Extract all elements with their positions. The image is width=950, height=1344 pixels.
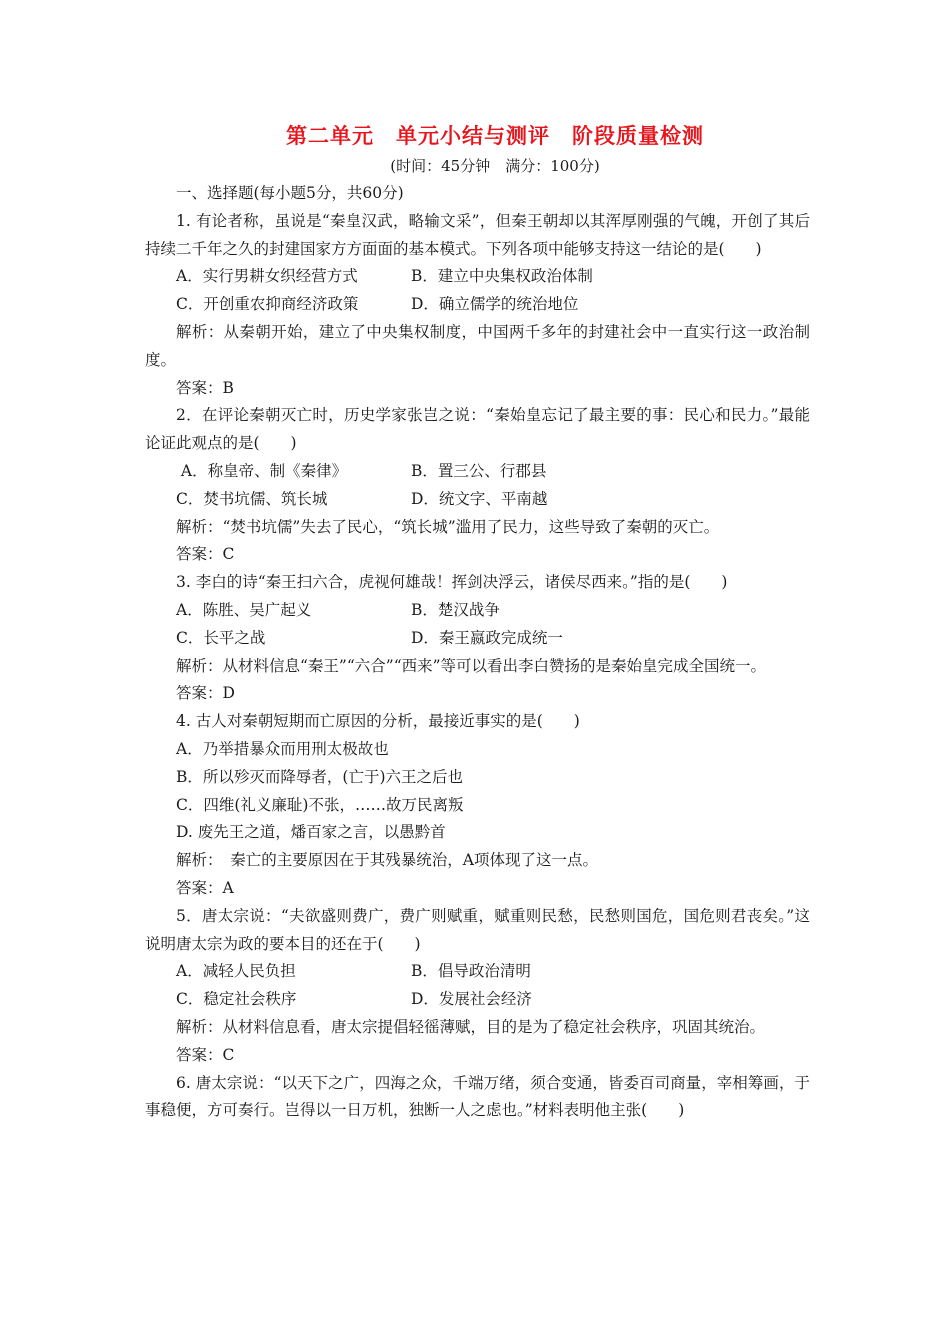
question-5-analysis: 解析：从材料信息看，唐太宗提倡轻徭薄赋，目的是为了稳定社会秩序，巩固其统治。 xyxy=(176,1017,766,1036)
option-b: B．倡导政治清明 xyxy=(411,962,531,981)
question-2-stem: 2．在评论秦朝灭亡时，历史学家张岂之说：“秦始皇忘记了最主要的事：民心和民力。”最能论证此观点的是( ) xyxy=(145,406,810,453)
question-4-stem: 4. 古人对秦朝短期而亡原因的分析，最接近事实的是( ) xyxy=(176,712,580,731)
question-1-options-ab xyxy=(145,263,810,291)
question-2-options-ab xyxy=(145,458,810,486)
option-b: B．所以殄灭而降辱者，(亡于)六王之后也 xyxy=(176,767,463,786)
question-2-analysis: 解析：“焚书坑儒”失去了民心，“筑长城”滥用了民力，这些导致了秦朝的灭亡。 xyxy=(176,517,720,536)
question-4-analysis: 解析： 秦亡的主要原因在于其残暴统治，A项体现了这一点。 xyxy=(176,851,598,870)
option-d: D．确立儒学的统治地位 xyxy=(411,295,579,314)
option-a: A．陈胜、吴广起义 xyxy=(176,600,312,619)
option-c: C．长平之战 xyxy=(176,628,266,647)
option-c: C．焚书坑儒、筑长城 xyxy=(176,489,328,508)
question-3-analysis: 解析：从材料信息“秦王”“六合”“西来”等可以看出李白赞扬的是秦始皇完成全国统一。 xyxy=(176,656,767,675)
question-4-answer: 答案：A xyxy=(176,878,234,897)
page-title: 第二单元 单元小结与测评 阶段质量检测 xyxy=(286,124,704,148)
question-6-stem: 6. 唐太宗说：“以天下之广，四海之众，千端万绪，须合变通，皆委百司商量，宰相筹画，于事稳便，方可奏行。岂得以一日万机，独断一人之虑也。”材料表明他主张( ) xyxy=(145,1073,810,1120)
question-3-answer: 答案：D xyxy=(176,684,235,703)
option-c: C．四维(礼义廉耻)不张，……故万民离叛 xyxy=(176,795,464,814)
option-a: A．称皇帝、制《秦律》 xyxy=(176,461,348,480)
option-b: B．楚汉战争 xyxy=(411,600,500,619)
question-5-options-cd xyxy=(145,986,810,1014)
question-1-options-cd xyxy=(145,291,810,319)
question-3-options-cd xyxy=(145,625,810,653)
option-d: D．发展社会经济 xyxy=(411,990,532,1009)
question-1-analysis: 解析：从秦朝开始，建立了中央集权制度，中国两千多年的封建社会中一直实行这一政治制度。 xyxy=(145,322,810,369)
option-a: A．实行男耕女织经营方式 xyxy=(176,267,358,286)
question-2-options-cd xyxy=(145,486,810,514)
document-body xyxy=(145,180,810,1125)
question-1-stem: 1. 有论者称，虽说是“秦皇汉武，略输文采”，但秦王朝却以其浑厚刚强的气魄，开创了其后持续二千年之久的封建国家方方面面的基本模式。下列各项中能够支持这一结论的是( ) xyxy=(145,211,810,258)
option-d: D．统文字、平南越 xyxy=(411,489,548,508)
section-heading: 一、选择题(每小题5分，共60分) xyxy=(176,184,404,202)
option-b: B．置三公、行郡县 xyxy=(411,461,547,480)
question-5-stem: 5．唐太宗说：“夫欲盛则费广，费广则赋重，赋重则民愁，民愁则国危，国危则君丧矣。”这说明唐太宗为政的要本目的还在于( ) xyxy=(145,906,810,953)
question-3-options-ab xyxy=(145,597,810,625)
question-3-stem: 3. 李白的诗“秦王扫六合，虎视何雄哉！挥剑决浮云，诸侯尽西来。”指的是( ) xyxy=(176,573,728,592)
question-5-answer: 答案：C xyxy=(176,1045,235,1064)
question-5-options-ab xyxy=(145,958,810,986)
option-b: B．建立中央集权政治体制 xyxy=(411,267,593,286)
option-a: A．减轻人民负担 xyxy=(176,962,296,981)
option-d: D. 废先王之道，燔百家之言，以愚黔首 xyxy=(176,823,446,842)
option-a: A．乃举措暴众而用刑太极故也 xyxy=(176,739,389,758)
question-1-answer: 答案：B xyxy=(176,378,234,397)
option-d: D．秦王嬴政完成统一 xyxy=(411,628,563,647)
exam-info: (时间：45分钟 满分：100分) xyxy=(390,157,600,175)
option-c: C．稳定社会秩序 xyxy=(176,990,297,1009)
option-c: C．开创重农抑商经济政策 xyxy=(176,295,359,314)
question-2-answer: 答案：C xyxy=(176,545,235,564)
